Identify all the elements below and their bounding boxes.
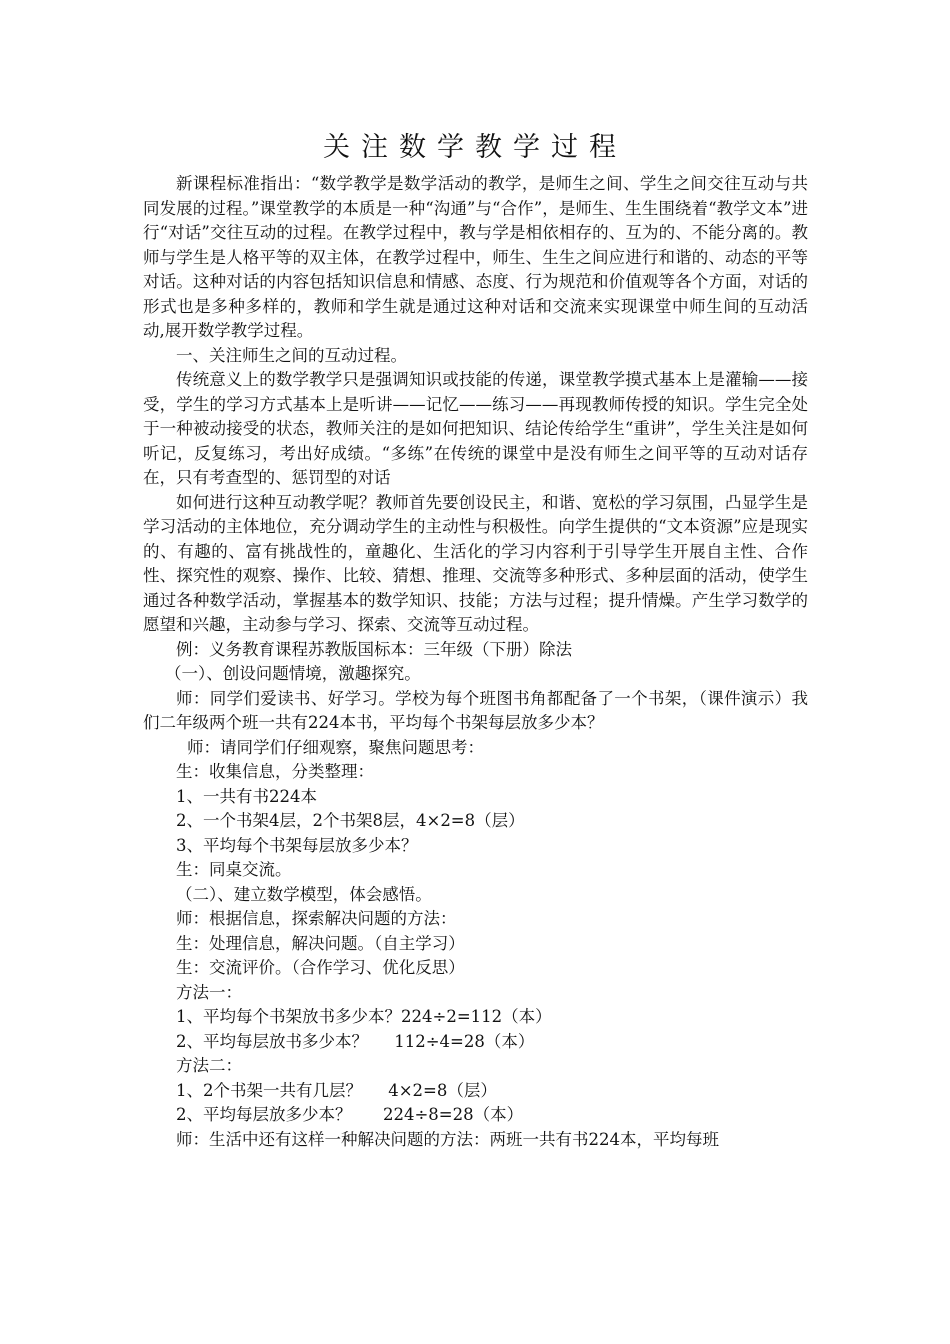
info-item: 2、一个书架4层，2个书架8层，4×2=8（层） — [176, 811, 525, 830]
teacher-line: 师：请同学们仔细观察，聚焦问题思考： — [187, 737, 484, 757]
teacher-line: 师：根据信息，探索解决问题的方法： — [176, 909, 457, 928]
info-item: 1、一共有书224本 — [176, 786, 317, 806]
paragraph-interactive-teaching: 如何进行这种互动教学呢？教师首先要创设民主，和谐、宽松的学习氛围，凸显学生是学习活动的主体地位，充分调动学生的主动性与积极性。向学生提供的“文本资源”应是现实的、有趣的、富有挑战性的，童趣化、生活化的学习内容利于引导学生开展自主性、合作性、探究性的观察、操作、比较、猜想、推理、交流等多种形式、多种层面的活动，使学生通过各种数学活动，掌握基本的数学知识、技能；方法与过程；提升情燥。产生学习数学的愿望和兴趣，主动参与学习、探索、交流等互动过程。 — [143, 492, 808, 634]
document-body — [143, 172, 808, 1152]
document-title: 关注数学教学过程 — [323, 132, 627, 163]
section-heading: 一、关注师生之间的互动过程。 — [176, 345, 407, 365]
student-line: 生：收集信息，分类整理： — [176, 762, 374, 781]
method-step: 2、平均每层放多少本？ 224÷8=28（本） — [176, 1105, 524, 1124]
student-line: 生：交流评价。（合作学习、优化反思） — [176, 958, 465, 977]
method-label: 方法一： — [176, 982, 242, 1002]
step-one-heading: （一）、创设问题情境，激趣探究。 — [165, 664, 421, 683]
student-line: 生：同桌交流。 — [176, 860, 292, 879]
step-two-heading: （二）、建立数学模型，体会感悟。 — [176, 884, 432, 904]
method-step: 1、2个书架一共有几层？ 4×2=8（层） — [176, 1080, 497, 1100]
paragraph-traditional-teaching: 传统意义上的数学教学只是强调知识或技能的传递，课堂教学摸式基本上是灌输——接受，学生的学习方式基本上是听讲——记忆——练习——再现教师传授的知识。学生完全处于一种被动接受的状态，教师关注的是如何把知识、结论传给学生“重讲”，学生关注是如何听记，反复练习，考出好成绩。“多练”在传统的课堂中是没有师生之间平等的互动对话存在，只有考查型的、惩罚型的对话 — [143, 370, 808, 487]
intro-paragraph: 新课程标准指出：“数学教学是数学活动的教学，是师生之间、学生之间交往互动与共同发展的过程。”课堂教学的本质是一种“沟通”与“合作”，是师生、生生围绕着“教学文本”进行“对话”交往互动的过程。在教学过程中，教与学是相依相存的、互为的、不能分离的。教师与学生是人格平等的双主体，在教学过程中，师生、生生之间应进行和谐的、动态的平等对话。这种对话的内容包括知识信息和情感、态度、行为规范和价值观等各个方面，对话的形式也是多种多样的，教师和学生就是通过这种对话和交流来实现课堂中师生间的互动活动,展开数学教学过程。 — [143, 174, 808, 340]
method-step: 1、平均每个书架放书多少本？224÷2=112（本） — [176, 1007, 552, 1026]
teacher-line: 师：同学们爱读书、好学习。学校为每个班图书角都配备了一个书架，（课件演示）我们二年级两个班一共有224本书，平均每个书架每层放多少本？ — [143, 688, 808, 732]
teacher-line: 师：生活中还有这样一种解决问题的方法：两班一共有书224本，平均每班 — [176, 1129, 719, 1149]
info-item: 3、平均每个书架每层放多少本？ — [176, 835, 418, 855]
method-label: 方法二： — [176, 1056, 242, 1075]
method-step: 2、平均每层放书多少本？ 112÷4=28（本） — [176, 1031, 535, 1051]
example-line: 例：义务教育课程苏教版国标本：三年级（下册）除法 — [176, 639, 572, 659]
student-line: 生：处理信息，解决问题。（自主学习） — [176, 933, 465, 953]
